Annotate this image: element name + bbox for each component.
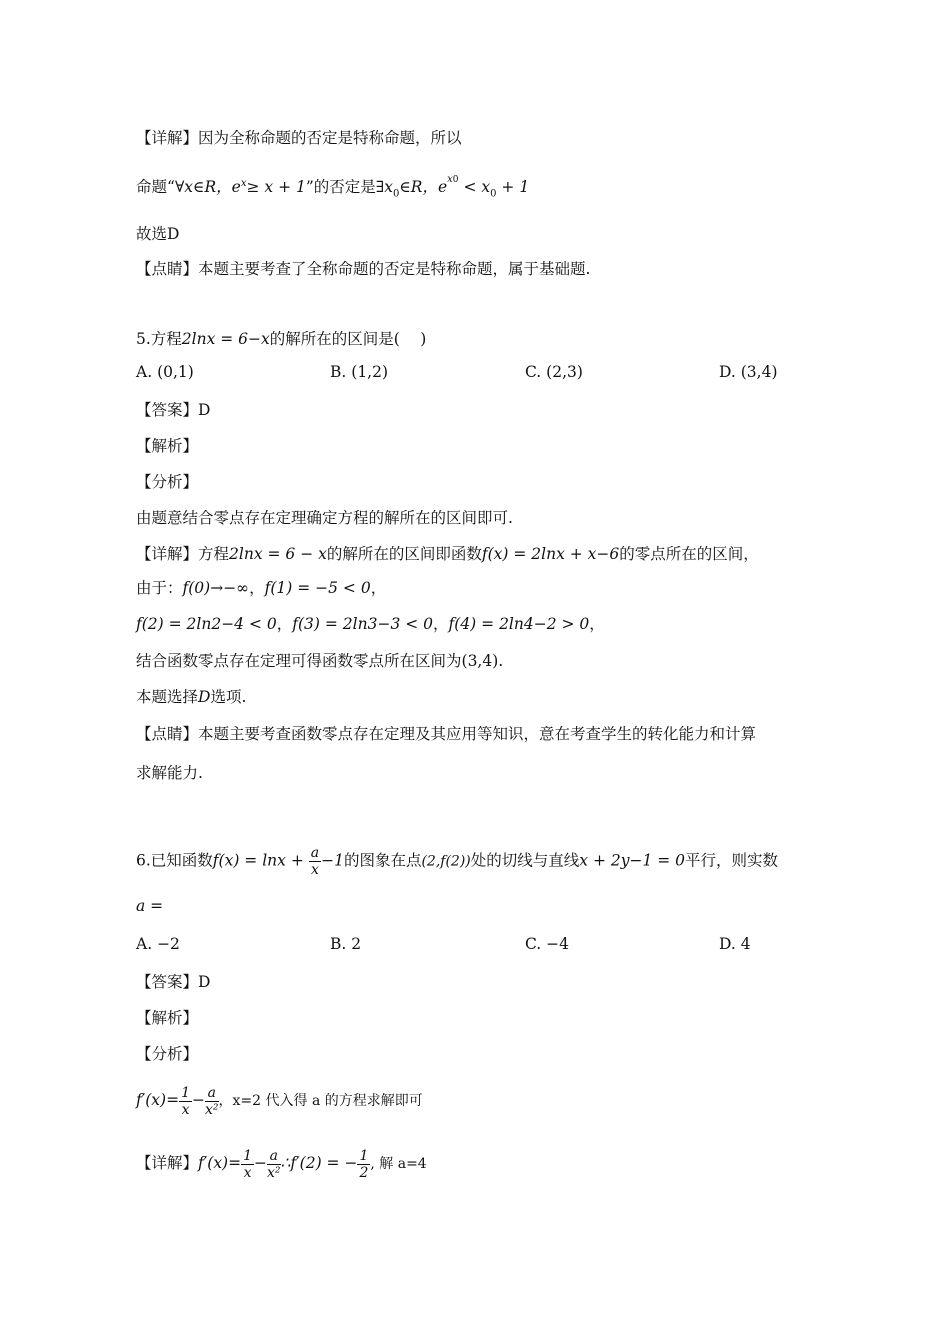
q6-function: f(x) = lnx + bbox=[212, 851, 309, 870]
s4-comment bbox=[136, 259, 590, 279]
q6-derivative: f′(x)= $\frac{1}{x}$ − $\frac{a}{\text{x²}}$ ，x=2 代入得 a 的方程求解即可 bbox=[136, 1084, 423, 1118]
q5-answer: 【答案】D bbox=[136, 401, 211, 419]
q6-fenxi-head: 【分析】 bbox=[136, 1045, 199, 1063]
s4-detail2-mid: ”的否定是 bbox=[305, 178, 376, 197]
q5-option-b: B. (1,2) bbox=[330, 363, 389, 381]
s4-negation: ∃x bbox=[375, 178, 393, 197]
q6-point: (2,f(2)) bbox=[421, 853, 471, 870]
s4-proposition: ∀x∈R，e bbox=[174, 178, 241, 197]
q5-equation: 2lnx = 6−x bbox=[181, 330, 270, 348]
s4-detail-line2 bbox=[136, 174, 529, 204]
q5-choice: 本题选择D选项. bbox=[136, 688, 247, 706]
q5-option-c: C. (2,3) bbox=[525, 363, 583, 381]
q5-values: f(2) = 2ln2−4 < 0，f(3) = 2ln3−3 < 0，f(4) = 2ln4−2 > 0， bbox=[136, 615, 605, 633]
q6-stem: 6.已知函数f(x) = lnx + $\frac{a}{x}$ −1的图象在点(2,f(2))处的切线与直线x + 2y−1 = 0平行，则实数 bbox=[136, 845, 779, 878]
q5-f3: f(3) = 2ln3−3 < 0 bbox=[292, 615, 434, 633]
s4-subscript2: 0 bbox=[490, 188, 497, 200]
q6-analysis-head: 【解析】 bbox=[136, 1009, 199, 1027]
q5-fenxi-text: 由题意结合零点存在定理确定方程的解所在的区间即可. bbox=[136, 509, 513, 527]
s4-negation-tail: < x bbox=[458, 178, 491, 197]
q5-analysis-head: 【解析】 bbox=[136, 437, 199, 455]
s4-exponent2-sub: 0 bbox=[452, 175, 459, 185]
q5-detail-function: f(x) = 2lnx + x−6 bbox=[481, 545, 620, 563]
q5-fenxi-head: 【分析】 bbox=[136, 473, 199, 491]
q6-answer: 【答案】D bbox=[136, 973, 211, 991]
q6-fraction: $\frac{a}{x}$ bbox=[310, 845, 320, 878]
q5-f1: f(1) = −5 < 0 bbox=[264, 579, 371, 597]
s4-inequality: ≥ x + 1 bbox=[246, 178, 306, 197]
q5-since: 由于：f(0)→−∞，f(1) = −5 < 0， bbox=[136, 579, 387, 597]
q5-f4: f(4) = 2ln4−2 > 0 bbox=[448, 615, 590, 633]
s4-detail-line1 bbox=[136, 128, 462, 148]
q6-option-d: D. 4 bbox=[719, 935, 751, 953]
q5-choice-letter: D bbox=[198, 688, 211, 706]
s4-subscript: 0 bbox=[392, 188, 400, 200]
q5-comment2: 求解能力. bbox=[136, 764, 203, 782]
s4-choose bbox=[136, 224, 179, 244]
s4-comment-text: 【点睛】本题主要考查了全称命题的否定是特称命题，属于基础题. bbox=[136, 260, 591, 278]
q6-option-b: B. 2 bbox=[330, 935, 362, 953]
q6-options bbox=[136, 935, 826, 959]
s4-detail2-prefix: 命题“ bbox=[136, 178, 175, 197]
q5-conclusion: 结合函数零点存在定理可得函数零点所在区间为(3,4). bbox=[136, 652, 504, 670]
q6-line: x + 2y−1 = 0 bbox=[579, 851, 686, 870]
s4-detail-text: 【详解】因为全称命题的否定是特称命题，所以 bbox=[136, 129, 462, 147]
q5-stem bbox=[136, 329, 426, 349]
q5-interval: (3,4) bbox=[461, 652, 499, 670]
q5-detail-equation: 2lnx = 6 − x bbox=[229, 545, 327, 563]
q6-option-a: A. −2 bbox=[136, 935, 180, 953]
q5-option-a: A. (0,1) bbox=[136, 363, 194, 381]
s4-negation-end: + 1 bbox=[496, 178, 530, 197]
q5-comment1: 【点睛】本题主要考查函数零点存在定理及其应用等知识，意在考查学生的转化能力和计算 bbox=[136, 725, 757, 743]
q5-f2: f(2) = 2ln2−4 < 0 bbox=[136, 615, 277, 633]
q5-prefix: 5.方程 bbox=[136, 330, 182, 348]
q5-options bbox=[136, 363, 826, 387]
s4-exponent: x bbox=[240, 178, 247, 189]
s4-exponent2: x bbox=[447, 174, 453, 185]
q5-detail: 【详解】方程2lnx = 6 − x的解所在的区间即函数f(x) = 2lnx + x−6的零点所在的区间， bbox=[136, 545, 759, 563]
q5-f0: f(0)→−∞ bbox=[182, 579, 250, 597]
q5-option-d: D. (3,4) bbox=[719, 363, 778, 381]
q6-detail: 【详解】f′(x)= $\frac{1}{x}$ − $\frac{a}{\text{x²}}$ ∴f′(2) = − $\frac{1}{2}$ , 解 a=4 bbox=[136, 1147, 427, 1181]
s4-negation-rest: ∈R，e bbox=[399, 178, 448, 197]
s4-choose-text: 故选D bbox=[136, 225, 180, 243]
q6-option-c: C. −4 bbox=[525, 935, 570, 953]
q5-suffix: 的解所在的区间是( ) bbox=[269, 330, 427, 348]
q6-a-eq: a = bbox=[136, 897, 164, 915]
